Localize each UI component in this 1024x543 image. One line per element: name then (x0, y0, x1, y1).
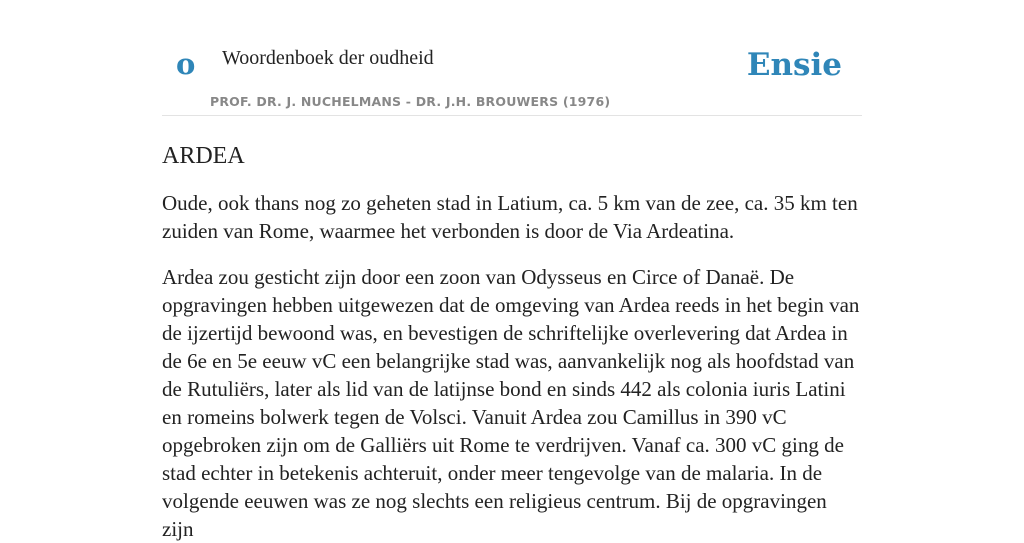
entry-paragraph: Oude, ook thans nog zo geheten stad in Latium, ca. 5 km van de zee, ca. 35 km ten zuiden van Rome, waarmee het verbonden is door de Via Ardeatina. (162, 190, 858, 243)
entry-paragraph: Ardea zou gesticht zijn door een zoon van Odysseus en Circe of Danaë. De opgravingen hebben uitgewezen dat de omgeving van Ardea reeds in het begin van de ijzertijd bewoond was, en bevestigen de schriftelijke overlevering dat Ardea in de 6e en 5e eeuw vC een belangrijke stad was, aanvankelijk nog als hoofdstad van de Rutuliërs, later als lid van de latijnse bond en sinds 442 als colonia iuris Latini en romeins bolwerk tegen de Volsci. Vanuit Ardea zou Camillus in 390 vC opgebroken zijn om de Galliërs uit Rome te verdrijven. Vanaf ca. 300 vC ging de stad echter in betekenis achteruit, onder meer tengevolge van de malaria. In de volgende eeuwen was ze nog slechts een religieus centrum. Bij de opgravingen zijn (162, 264, 860, 541)
book-authors: PROF. DR. J. NUCHELMANS - DR. J.H. BROUWERS (1976) (210, 94, 611, 109)
entry-body (162, 189, 862, 543)
page (162, 0, 862, 543)
book-title-link[interactable]: Woordenboek der oudheid (222, 47, 434, 69)
entry-title: ARDEA (162, 143, 245, 169)
ensie-logo-link[interactable]: Ensie (746, 47, 842, 83)
book-logo-icon[interactable]: o (176, 47, 196, 81)
header (162, 0, 862, 116)
